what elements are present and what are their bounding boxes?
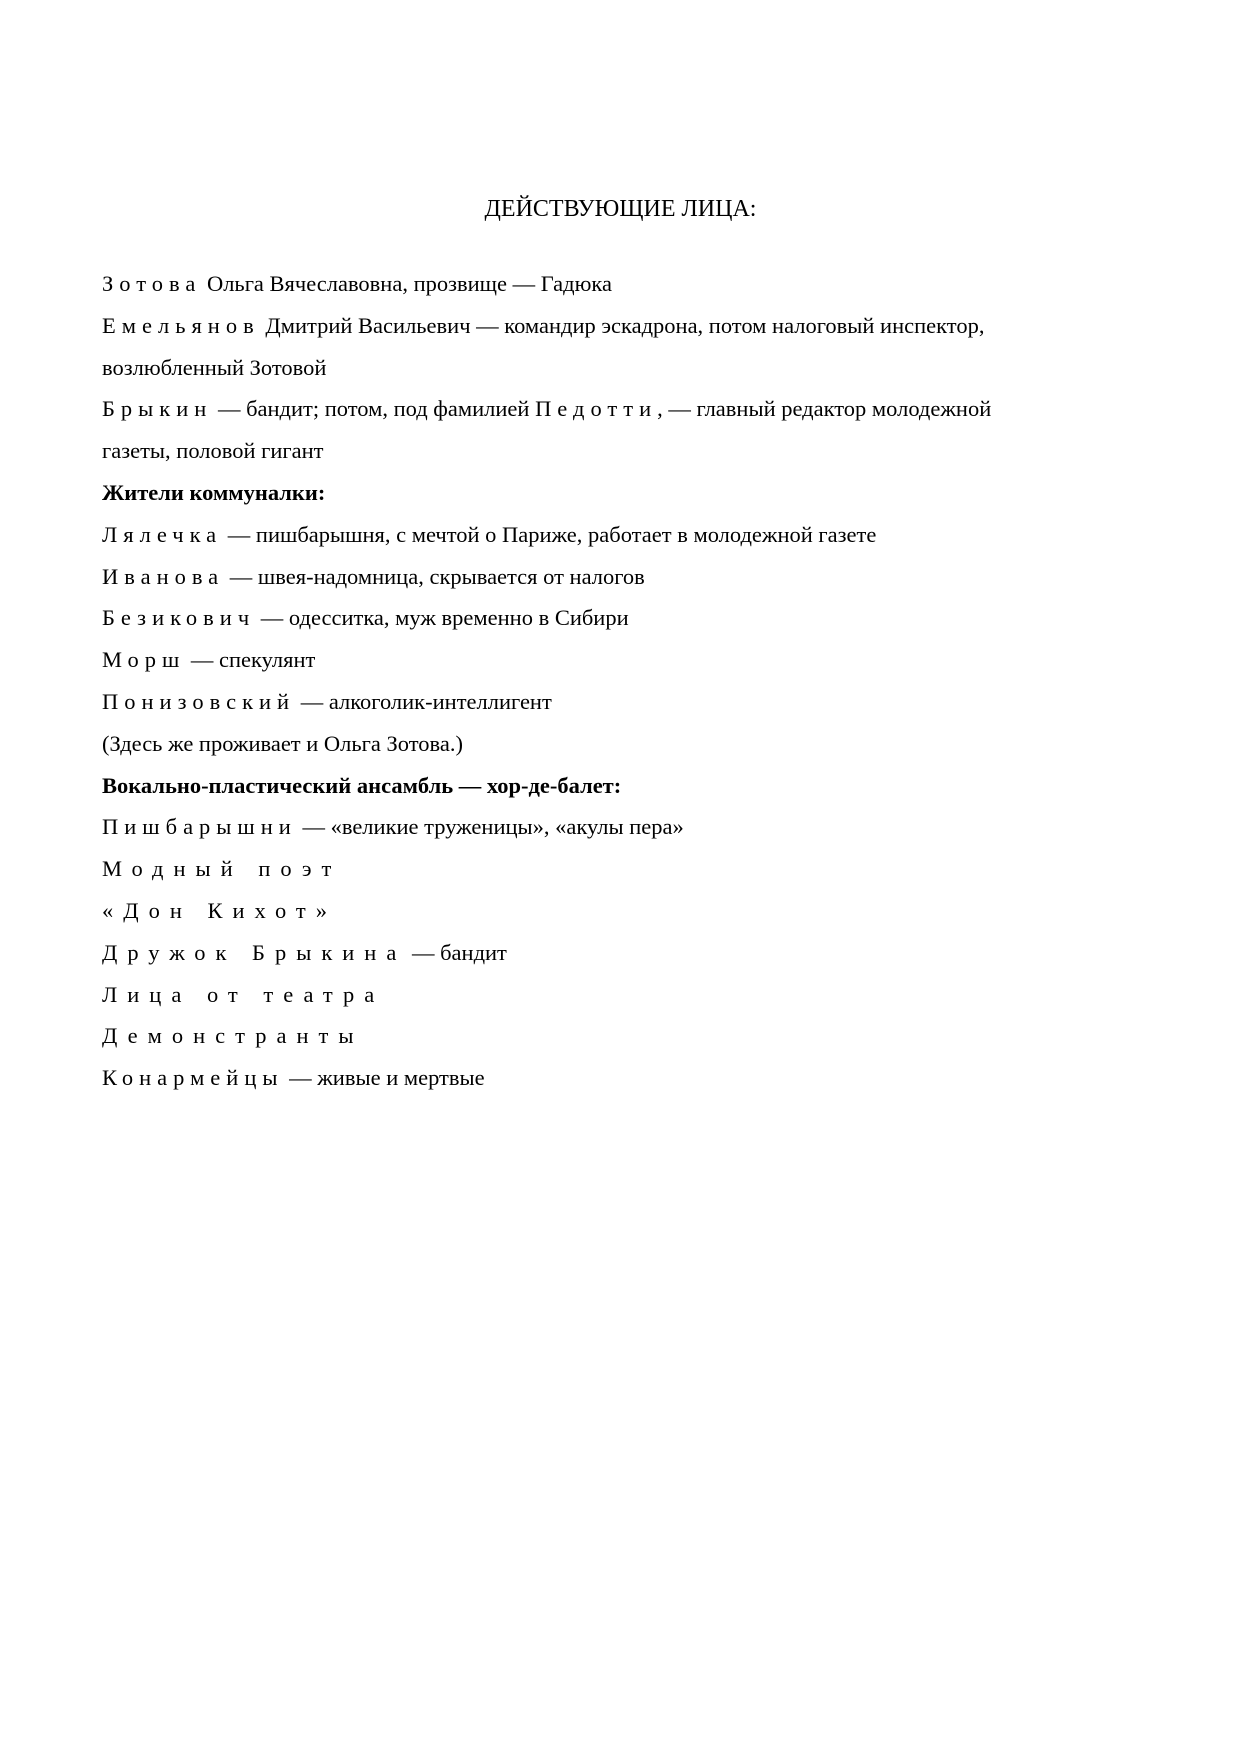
character-name: Лялечка [102,521,223,547]
cast-entry-konarmeitsy [102,1057,1102,1099]
cast-list [102,263,1102,1099]
character-description: — живые и мертвые [283,1065,485,1091]
character-description: — спекулянт [185,647,316,673]
cast-entry-theatre: Лица от театра [102,981,385,1007]
character-description: — швея-надомница, скрывается от налогов [224,563,645,589]
character-description: Ольга Вячеславовна, прозвище — Гадюка [201,271,612,296]
character-description: — алкоголик-интеллигент [295,688,552,714]
cast-entry-brykin-continued: газеты, половой гигант [102,438,324,464]
character-description: — «великие труженицы», «акулы пера» [296,814,684,840]
page-title: ДЕЙСТВУЮЩИЕ ЛИЦА: [484,196,757,222]
character-name: Понизовский [102,688,296,714]
character-name: Брыкин [102,396,213,422]
cast-entry-zotova [102,263,1102,305]
cast-entry-ivanova [102,556,1102,598]
cast-entry-poet: Модный поэт [102,856,342,882]
cast-entry-ponizovsky [102,681,1102,723]
section-heading-communal: Жители коммуналки: [102,479,326,505]
cast-entry-pishbaryshni [102,806,1102,848]
cast-note: (Здесь же проживает и Ольга Зотова.) [102,730,463,756]
character-description: , — главный редактор молодежной [657,396,992,422]
character-alias: Педотти [535,396,658,422]
character-name: Зотова [102,271,202,296]
cast-entry-brykin [102,388,1102,430]
cast-entry-lyalechka [102,514,1102,556]
character-name: Емельянов [102,312,260,338]
cast-entry-emelyanov-continued: возлюбленный Зотовой [102,354,327,380]
cast-entry-emelyanov [102,305,1102,347]
character-description: — бандит [406,939,507,965]
section-heading-ensemble: Вокально-пластический ансамбль — хор-де-балет: [102,772,622,798]
cast-entry-bezikovich [102,597,1102,639]
character-name: Дружок Брыкина [102,939,407,965]
cast-entry-friend [102,932,1102,974]
character-name: Конармейцы [102,1065,284,1091]
cast-entry-morsh [102,639,1102,681]
character-description: — бандит; потом, под фамилией [212,396,536,422]
character-name: Пишбарышни [102,814,297,840]
character-description: — пишбарышня, с мечтой о Париже, работает в молодежной газете [222,521,877,547]
character-description: — одесситка, муж временно в Сибири [255,605,629,631]
cast-entry-demonstrators: Демонстранты [102,1023,364,1049]
character-name: Иванова [102,563,225,589]
character-name: Морш [102,647,186,673]
character-name: Безикович [102,605,256,631]
cast-entry-don-quixote: «Дон Кихот» [102,897,337,923]
character-description: Дмитрий Васильевич — командир эскадрона, потом налоговый инспектор, [259,312,985,338]
